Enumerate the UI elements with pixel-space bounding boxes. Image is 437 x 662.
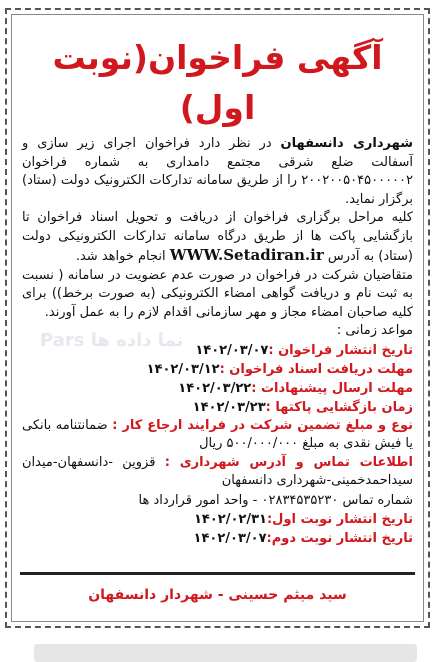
notice-body — [22, 135, 413, 341]
first-pub-label: تاریخ انتشار نوبت اول: — [266, 511, 413, 527]
intro-paragraph-2 — [22, 209, 413, 267]
notice-box — [11, 14, 424, 622]
intro-text-2a: کلیه مراحل برگزاری فراخوان از دریافت و تحویل اسناد فراخوان تا بازگشایی پاکت ها از طریق درگاه سامانه تدارکات الکترونیکی دولت (ستاد) به آدرس — [22, 210, 413, 264]
guarantee-value: ضمانتنامه بانکی یا فیش نقدی به مبلغ ۵۰۰/۰۰۰/۰۰۰ ریال — [22, 417, 413, 451]
second-publication-row — [22, 529, 413, 548]
intro-text-2b: انجام خواهد شد. — [75, 249, 170, 264]
signature-bar — [20, 572, 415, 617]
notice-frame — [5, 8, 430, 628]
guarantee-label: نوع و مبلغ تضمین شرکت در فرایند ارجاع کار : — [112, 417, 413, 433]
proposals-label: مهلت ارسال پیشنهادات : — [251, 380, 413, 396]
website-link[interactable]: WWW.Setadiran.ir — [169, 246, 324, 264]
watermark-logo: Pars نما داده ها — [40, 330, 184, 351]
contact-value: قزوین -دانسفهان-میدان سیداحمدخمینی-شهرداری دانسفهان — [22, 454, 413, 488]
signature-title: شهردار دانسفهان — [88, 587, 213, 603]
signature-name: سید میثم حسینی - — [212, 587, 347, 603]
phone-line: شماره تماس ۰۲۸۳۴۵۳۵۲۳۰ - واحد امور قرارداد ها — [138, 492, 413, 508]
opening-row — [22, 398, 413, 417]
docs-label: مهلت دریافت اسناد فراخوان : — [219, 361, 413, 377]
opening-value: ۱۴۰۲/۰۳/۲۳ — [192, 399, 266, 415]
opening-label: زمان بازگشایی پاکتها : — [265, 399, 413, 415]
docs-value: ۱۴۰۲/۰۳/۱۲ — [146, 361, 220, 377]
contact-block — [22, 454, 413, 491]
timing-heading: مواعد زمانی : — [336, 323, 413, 338]
publish-label: تاریخ انتشار فراخوان : — [268, 342, 413, 358]
proposals-deadline-row — [22, 379, 413, 398]
intro-paragraph-3 — [22, 267, 413, 323]
proposals-value: ۱۴۰۲/۰۳/۲۲ — [178, 380, 252, 396]
guarantee-block — [22, 417, 413, 454]
org-name: شهرداری دانسفهان — [280, 136, 413, 151]
second-pub-value: ۱۴۰۲/۰۳/۰۷ — [193, 530, 267, 546]
first-publication-row — [22, 510, 413, 529]
publish-value: ۱۴۰۲/۰۳/۰۷ — [195, 342, 269, 358]
bottom-scroll-strip — [34, 644, 417, 662]
contact-label: اطلاعات تماس و آدرس شهرداری : — [164, 454, 413, 470]
first-pub-value: ۱۴۰۲/۰۲/۳۱ — [194, 511, 267, 527]
docs-deadline-row — [22, 360, 413, 379]
intro-text-1: در نظر دارد فراخوان اجرای زیر سازی و آسفالت ضلع شرقی مجتمع دامداری به شماره فراخوان ۲۰۰۲۰۰۵۰۴۵۰۰۰۰۰۲ را از طریق سامانه تدارکات الکترونیک دولت (ستاد) برگزار نماید. — [22, 136, 413, 207]
second-pub-label: تاریخ انتشار نوبت دوم: — [266, 530, 413, 546]
notice-title: آگهی فراخوان(نوبت اول) — [52, 38, 383, 127]
intro-text-3: متقاضیان شرکت در فراخوان در صورت عدم عضویت در سامانه ( نسبت به ثبت نام و دریافت گواهی امضاء الکترونیکی (به صورت برخط)) برای کلیه صاحبان امضاء مجاز و مهر سازمانی اقدام لازم را به عمل آورند. — [22, 267, 413, 320]
intro-paragraph-1 — [22, 135, 413, 209]
